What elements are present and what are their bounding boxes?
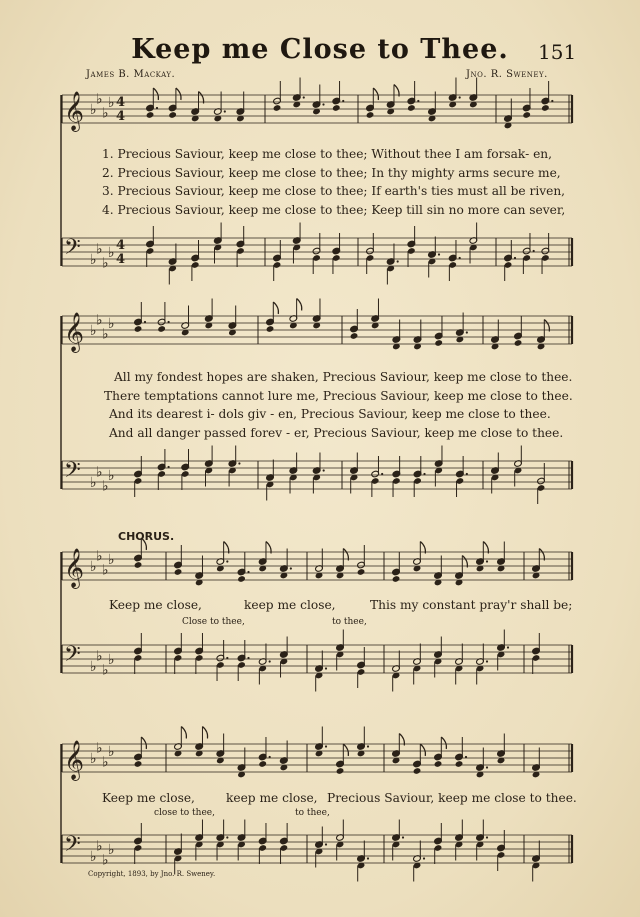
chorus-echo-1a: Close to thee,: [182, 617, 245, 627]
dot: [224, 110, 226, 112]
chorus-lyric-1b: keep me close,: [244, 598, 336, 612]
note-head: [350, 332, 359, 340]
dot: [226, 657, 228, 659]
verse-block-1: [102, 145, 565, 219]
dot: [402, 836, 404, 838]
dot: [226, 836, 228, 838]
chorus-echo-1b: to thee,: [332, 617, 367, 627]
note-head: [522, 111, 531, 119]
dot: [533, 250, 535, 252]
dot: [466, 331, 468, 333]
note-flag: [441, 737, 446, 749]
dot: [367, 745, 369, 747]
time-signature: 4: [116, 109, 126, 124]
flat-icon: ♭: [108, 245, 115, 261]
verse-2-line-cont: There temptations cannot lure me, Precious Saviour, keep me close to thee.: [104, 388, 573, 403]
dot: [507, 646, 509, 648]
flat-icon: ♭: [102, 662, 109, 679]
flat-icon: ♭: [90, 751, 97, 767]
flat-icon: ♭: [96, 464, 103, 481]
treble-clef-icon: 𝄞: [64, 91, 85, 131]
verse-1-line-cont: All my fondest hopes are shaken, Precious Saviour, keep me close to thee.: [114, 370, 573, 384]
chorus-echo-2a: close to thee,: [154, 808, 215, 818]
dot: [303, 96, 305, 98]
time-signature: 4: [116, 252, 126, 267]
bass-clef-icon: 𝄢: [64, 235, 81, 265]
flat-icon: ♭: [96, 648, 103, 665]
note-head: [514, 339, 523, 347]
treble-clef-icon: 𝄞: [64, 548, 85, 588]
note-head: [237, 575, 246, 583]
chorus-lyric-1a: Keep me close,: [109, 598, 202, 612]
verse-2-line: 2. Precious Saviour, keep me close to thee; In thy mighty arms secure me,: [102, 165, 561, 180]
note-head: [174, 568, 183, 576]
flat-icon: ♭: [90, 849, 97, 865]
note-flag: [176, 88, 181, 100]
dot: [438, 253, 440, 255]
lyricist-credit: James B. Mackay.: [86, 69, 176, 80]
bass-clef-icon: 𝄢: [64, 832, 81, 862]
note-head: [157, 325, 166, 333]
note-head: [168, 111, 177, 119]
verse-4-line-cont: And all danger passed forev - er, Precious Saviour, keep me close to thee.: [109, 425, 564, 440]
dot: [367, 857, 369, 859]
dot: [323, 469, 325, 471]
flat-icon: ♭: [90, 252, 97, 268]
dot: [247, 571, 249, 573]
flat-icon: ♭: [108, 468, 115, 484]
bass-clef-icon: 𝄢: [64, 458, 81, 488]
composer-credit: Jno. R. Sweney.: [466, 69, 548, 80]
chorus-label: CHORUS.: [118, 530, 175, 543]
dot: [417, 100, 419, 102]
flat-icon: ♭: [108, 316, 115, 332]
dot: [325, 745, 327, 747]
dot: [486, 560, 488, 562]
note-head: [134, 325, 143, 333]
treble-clef-icon: 𝄞: [64, 312, 85, 352]
chorus-echo-2b: to thee,: [295, 808, 330, 818]
flat-icon: ♭: [90, 475, 97, 491]
note-head: [146, 111, 155, 119]
note-flag: [373, 88, 378, 100]
treble-clef-icon: 𝄞: [64, 740, 85, 780]
dot: [325, 667, 327, 669]
note-flag: [141, 737, 146, 749]
flat-icon: ♭: [96, 548, 103, 565]
note-head: [273, 104, 282, 112]
verse-1-line: 1. Precious Saviour, keep me close to thee; Without thee I am forsak- en,: [102, 147, 553, 161]
flat-icon: ♭: [90, 323, 97, 339]
dot: [144, 321, 146, 323]
time-signature: 4: [116, 238, 126, 253]
verse-3-line: 3. Precious Saviour, keep me close to thee; If earth's ties must all be riven,: [102, 184, 566, 198]
flat-icon: ♭: [108, 552, 115, 568]
dot: [459, 257, 461, 259]
dot: [269, 756, 271, 758]
flat-icon: ♭: [102, 326, 109, 343]
dot: [247, 657, 249, 659]
flat-icon: ♭: [96, 740, 103, 757]
flat-icon: ♭: [108, 652, 115, 668]
note-head: [134, 760, 143, 768]
note-flag: [343, 744, 348, 756]
chorus-lyric-1c: This my constant pray'r shall be;: [370, 598, 573, 612]
note-head: [413, 767, 422, 775]
note-flag: [153, 88, 158, 100]
note-head: [407, 104, 416, 112]
flat-icon: ♭: [108, 842, 115, 858]
dot: [514, 257, 516, 259]
dot: [465, 756, 467, 758]
flat-icon: ♭: [90, 559, 97, 575]
dot: [156, 107, 158, 109]
dot: [168, 321, 170, 323]
dot: [238, 462, 240, 464]
flat-icon: ♭: [102, 562, 109, 579]
note-head: [541, 104, 550, 112]
flat-icon: ♭: [102, 852, 109, 869]
chorus-lyric-2a: Keep me close,: [102, 791, 195, 805]
note-head: [258, 760, 267, 768]
flat-icon: ♭: [96, 91, 103, 108]
flat-icon: ♭: [108, 744, 115, 760]
dot: [486, 660, 488, 662]
dot: [325, 843, 327, 845]
note-head: [392, 575, 401, 583]
flat-icon: ♭: [96, 312, 103, 329]
page-number: 151: [538, 40, 577, 64]
note-flag: [202, 727, 207, 739]
note-flag: [273, 302, 278, 314]
dot: [486, 766, 488, 768]
flat-icon: ♭: [102, 255, 109, 272]
note-head: [434, 760, 443, 768]
hymn-title: Keep me Close to Thee.: [131, 34, 509, 65]
flat-icon: ♭: [90, 659, 97, 675]
note-head: [434, 339, 443, 347]
flat-icon: ♭: [90, 102, 97, 118]
note-head: [332, 104, 341, 112]
dot: [322, 103, 324, 105]
flat-icon: ♭: [108, 95, 115, 111]
chorus-lyric-2c: Precious Saviour, keep me close to thee.: [327, 791, 577, 805]
note-head: [357, 568, 366, 576]
dot: [551, 100, 553, 102]
dot: [342, 100, 344, 102]
flat-icon: ♭: [102, 105, 109, 122]
copyright-notice: Copyright, 1893, by Jno. R. Sweney.: [88, 870, 216, 878]
note-head: [455, 760, 464, 768]
dot: [486, 836, 488, 838]
dot: [269, 660, 271, 662]
note-head: [336, 767, 345, 775]
note-flag: [297, 299, 302, 311]
dot: [397, 260, 399, 262]
note-head: [366, 111, 375, 119]
time-signature: 4: [116, 95, 126, 110]
dot: [381, 473, 383, 475]
note-head: [266, 325, 275, 333]
verse-block-2: [104, 368, 573, 442]
note-head: [134, 561, 143, 569]
dot: [466, 473, 468, 475]
dot: [168, 466, 170, 468]
note-flag: [420, 744, 425, 756]
chorus-lyric-2b: keep me close,: [226, 791, 318, 805]
verse-4-line: 4. Precious Saviour, keep me close to thee; Keep till sin no more can sever,: [102, 202, 566, 217]
dot: [423, 857, 425, 859]
bass-clef-icon: 𝄢: [64, 642, 81, 672]
dot: [423, 473, 425, 475]
dot: [290, 567, 292, 569]
dot: [459, 96, 461, 98]
note-flag: [181, 727, 186, 739]
dot: [226, 560, 228, 562]
flat-icon: ♭: [102, 754, 109, 771]
verse-3-line-cont: And its dearest i- dols giv - en, Precious Saviour, keep me close to thee.: [109, 407, 551, 421]
flat-icon: ♭: [102, 478, 109, 495]
flat-icon: ♭: [96, 241, 103, 258]
flat-icon: ♭: [96, 838, 103, 855]
